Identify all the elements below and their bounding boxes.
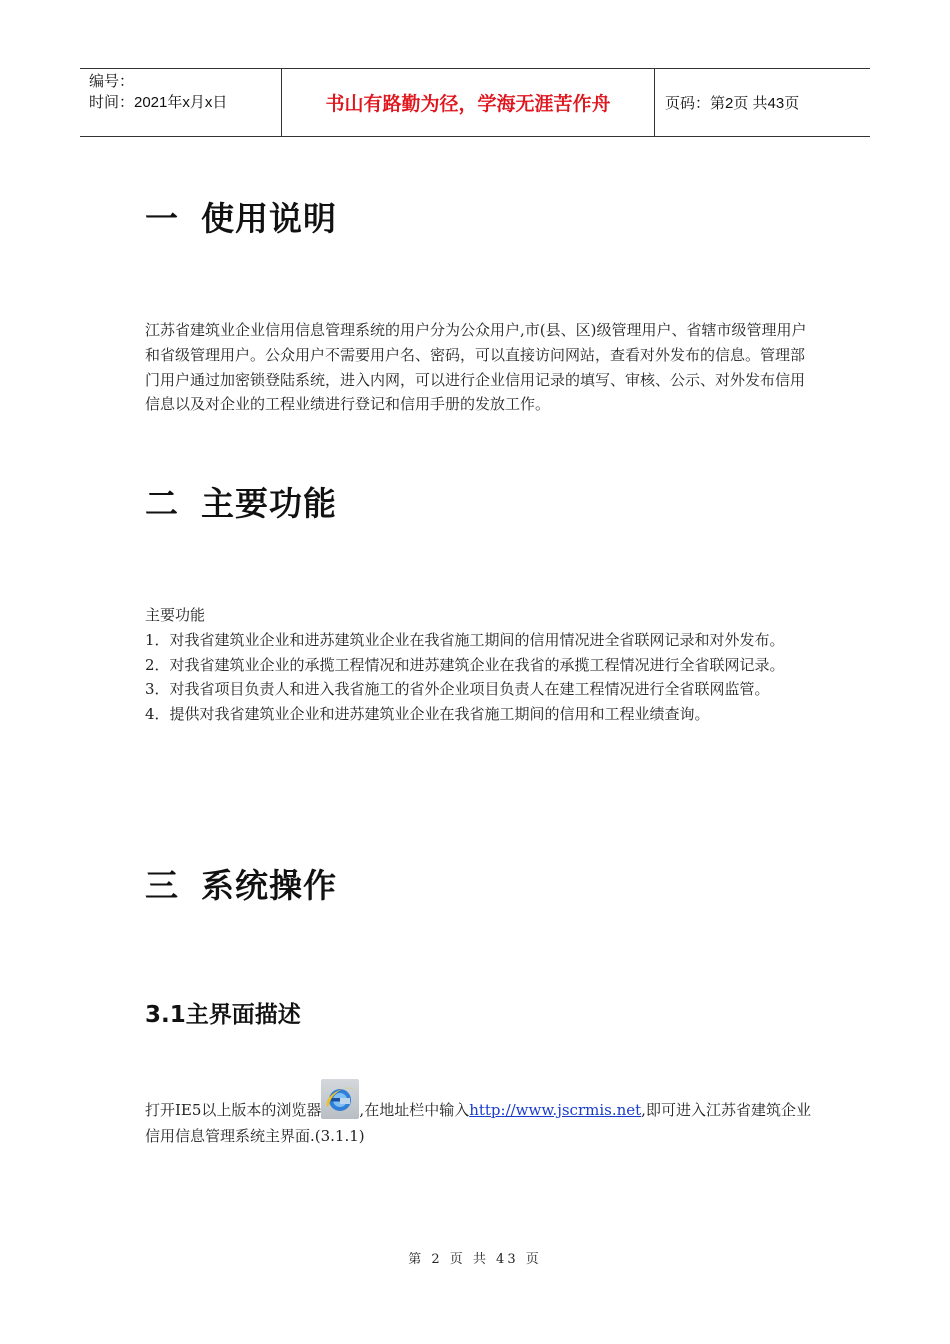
section-3-1-body (145, 1079, 815, 1149)
section-3-heading (145, 860, 337, 907)
section-2-subtitle: 主要功能 (145, 606, 206, 624)
function-item: 2．对我省建筑业企业的承揽工程情况和进苏建筑企业在我省的承揽工程情况进行全省联网记录。 (145, 655, 785, 674)
section-2-title: 主要功能 (201, 484, 337, 523)
function-item: 4．提供对我省建筑业企业和进苏建筑业企业在我省施工期间的信用和工程业绩查询。 (145, 705, 710, 724)
section-1-heading (145, 193, 337, 240)
date-label: 时间：2021年x月x日 (89, 94, 228, 111)
header-meta (80, 69, 282, 136)
text-before-icon: 打开IE5以上版本的浏览器 (145, 1101, 322, 1119)
internet-explorer-icon (321, 1079, 359, 1119)
section-3-title: 系统操作 (201, 866, 337, 905)
section-3-number: 三 (145, 866, 179, 905)
section-1-body (145, 318, 815, 417)
section-3-1-paragraph (145, 1079, 815, 1149)
text-mid: ,在地址栏中输入 (359, 1101, 470, 1119)
section-1-number: 一 (145, 199, 179, 238)
section-2-body (145, 603, 815, 727)
function-item: 1．对我省建筑业企业和进苏建筑业企业在我省施工期间的信用情况进全省联网记录和对外发布。 (145, 630, 785, 649)
section-1-title: 使用说明 (201, 199, 337, 238)
header-motto: 书山有路勤为径，学海无涯苦作舟 (282, 69, 655, 136)
page-header (80, 68, 870, 137)
section-1-paragraph: 江苏省建筑业企业信用信息管理系统的用户分为公众用户,市(县、区)级管理用户、省辖市级管理用户和省级管理用户。公众用户不需要用户名、密码，可以直接访问网站，查看对外发布的信息。管理部门用户通过加密锁登陆系统，进入内网，可以进行企业信用记录的填写、审核、公示、对外发布信用信息以及对企业的工程业绩进行登记和信用手册的发放工作。 (145, 321, 807, 414)
code-label: 编号： (89, 73, 135, 90)
section-3-1-heading: 3.1主界面描述 (145, 1002, 301, 1028)
site-link[interactable]: http://www.jscrmis.net (469, 1101, 642, 1119)
section-2-heading (145, 478, 337, 525)
page-footer: 第 2 页 共 43 页 (408, 1252, 542, 1267)
section-2-number: 二 (145, 484, 179, 523)
text-after-link: ,即可进入江苏省建筑企业信用信息管理系统主界面.(3.1.1) (145, 1101, 811, 1145)
header-page-label: 页码：第2页 共43页 (665, 95, 800, 112)
function-item: 3．对我省项目负责人和进入我省施工的省外企业项目负责人在建工程情况进行全省联网监管。 (145, 680, 770, 699)
